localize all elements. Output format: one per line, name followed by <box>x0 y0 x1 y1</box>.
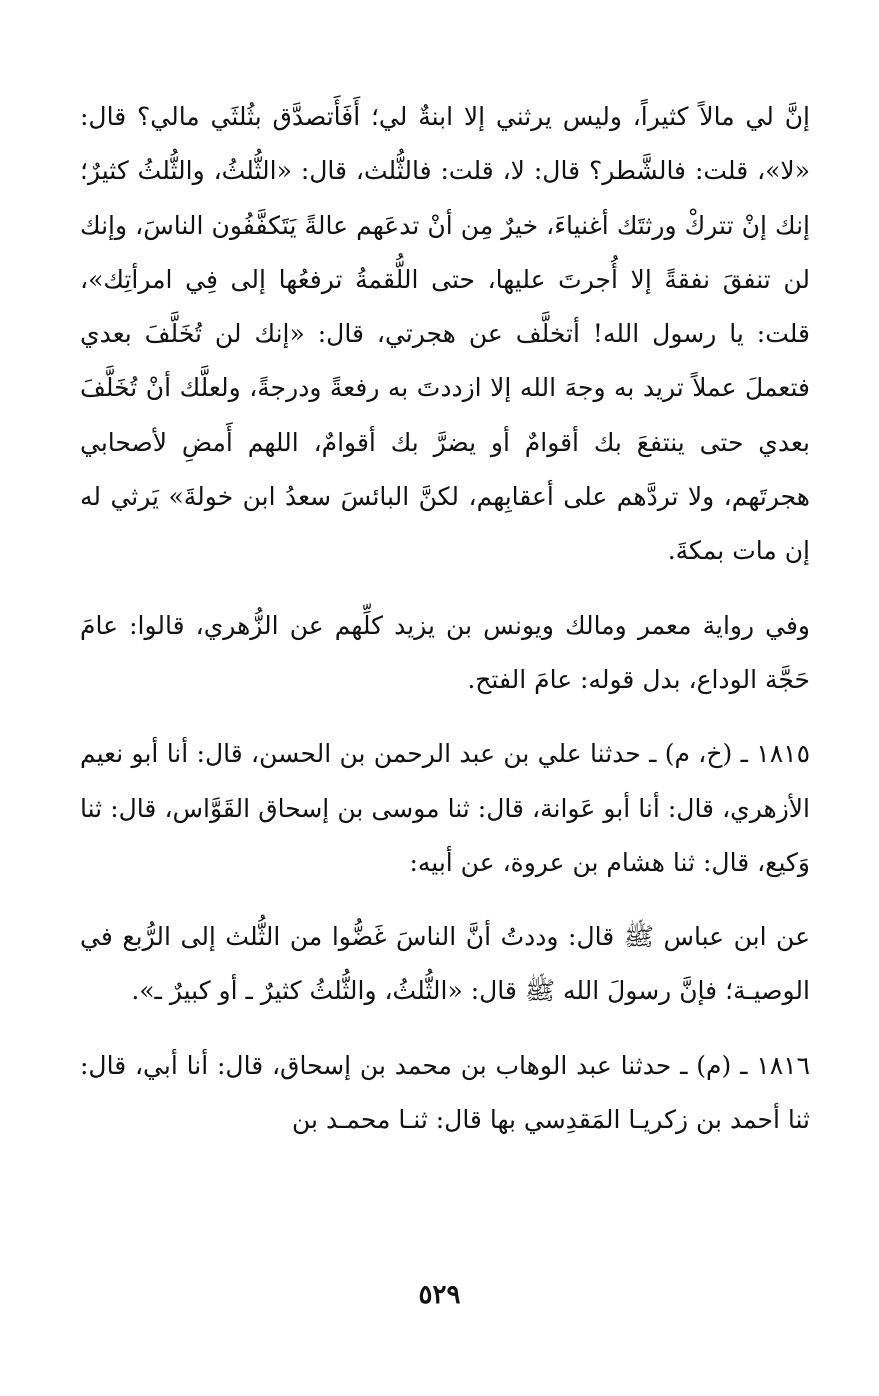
hadith-1816-isnad: ١٨١٦ ـ (م) ـ حدثنا عبد الوهاب بن محمد بن إسحاق، قال: أنا أبي، قال: ثنا أحمد بن زكريـا المَقدِسي بها قال: ثنـا محمـد بن <box>80 1050 810 1135</box>
hadith-1815-matn: عن ابن عباس ﷺ قال: وددتُ أنَّ الناسَ غَضُّوا من الثُّلث إلى الرُّبع في الوصيـة؛ فإنَّ رسولَ الله ﷺ قال: «الثُّلثُ، والثُّلثُ كثيرٌ ـ أو كبيرٌ ـ». <box>80 922 810 1006</box>
page-body <box>80 90 810 1147</box>
narration-note: وفي رواية معمر ومالك ويونس بن يزيد كلِّهم عن الزُّهري، قالوا: عامَ حَجَّة الوداع، بدل قوله: عامَ الفتح. <box>80 610 810 694</box>
page-number: ٥٢٩ <box>418 1280 461 1310</box>
hadith-text-continued: إنَّ لي مالاً كثيراً، وليس يرثني إلا ابنةٌ لي؛ أَفَأَتصدَّق بثُلثَي مالي؟ قال: «لا»، قلت: فالشَّطر؟ قال: لا، قلت: فالثُّلث، قال: «الثُّلثُ، والثُّلثُ كثيرٌ؛ إنك إنْ تتركْ ورثتَك أغنياءَ، خيرٌ مِن أنْ تدعَهم عالةً يَتَكفَّفُون الناسَ، وإنك لن تنفقَ نفقةً إلا أُجرتَ عليها، حتى اللُّقمةُ ترفعُها إلى فِي امرأتِك»، قلت: يا رسول الله! أتخلَّف عن هجرتي، قال: «إنك لن تُخَلَّفَ بعدي فتعملَ عملاً تريد به وجهَ الله إلا ازددتَ به رفعةً ودرجةً، ولعلَّك أنْ تُخَلَّفَ بعدي حتى ينتفعَ بك أقوامٌ أو يضرَّ بك أقوامٌ، اللهم أَمضِ لأصحابي هجرتَهم، ولا تردَّهم على أعقابِهم، لكنَّ البائسَ سعدُ ابن خولةَ» يَرثي له إن مات بمكةَ. <box>80 102 810 566</box>
hadith-1815-isnad: ١٨١٥ ـ (خ، م) ـ حدثنا علي بن عبد الرحمن بن الحسن، قال: أنا أبو نعيم الأزهري، قال: أنا أبو عَوانة، قال: ثنا موسى بن إسحاق القَوَّاس، قال: ثنا وَكيع، قال: ثنا هشام بن عروة، عن أبيه: <box>80 739 810 877</box>
